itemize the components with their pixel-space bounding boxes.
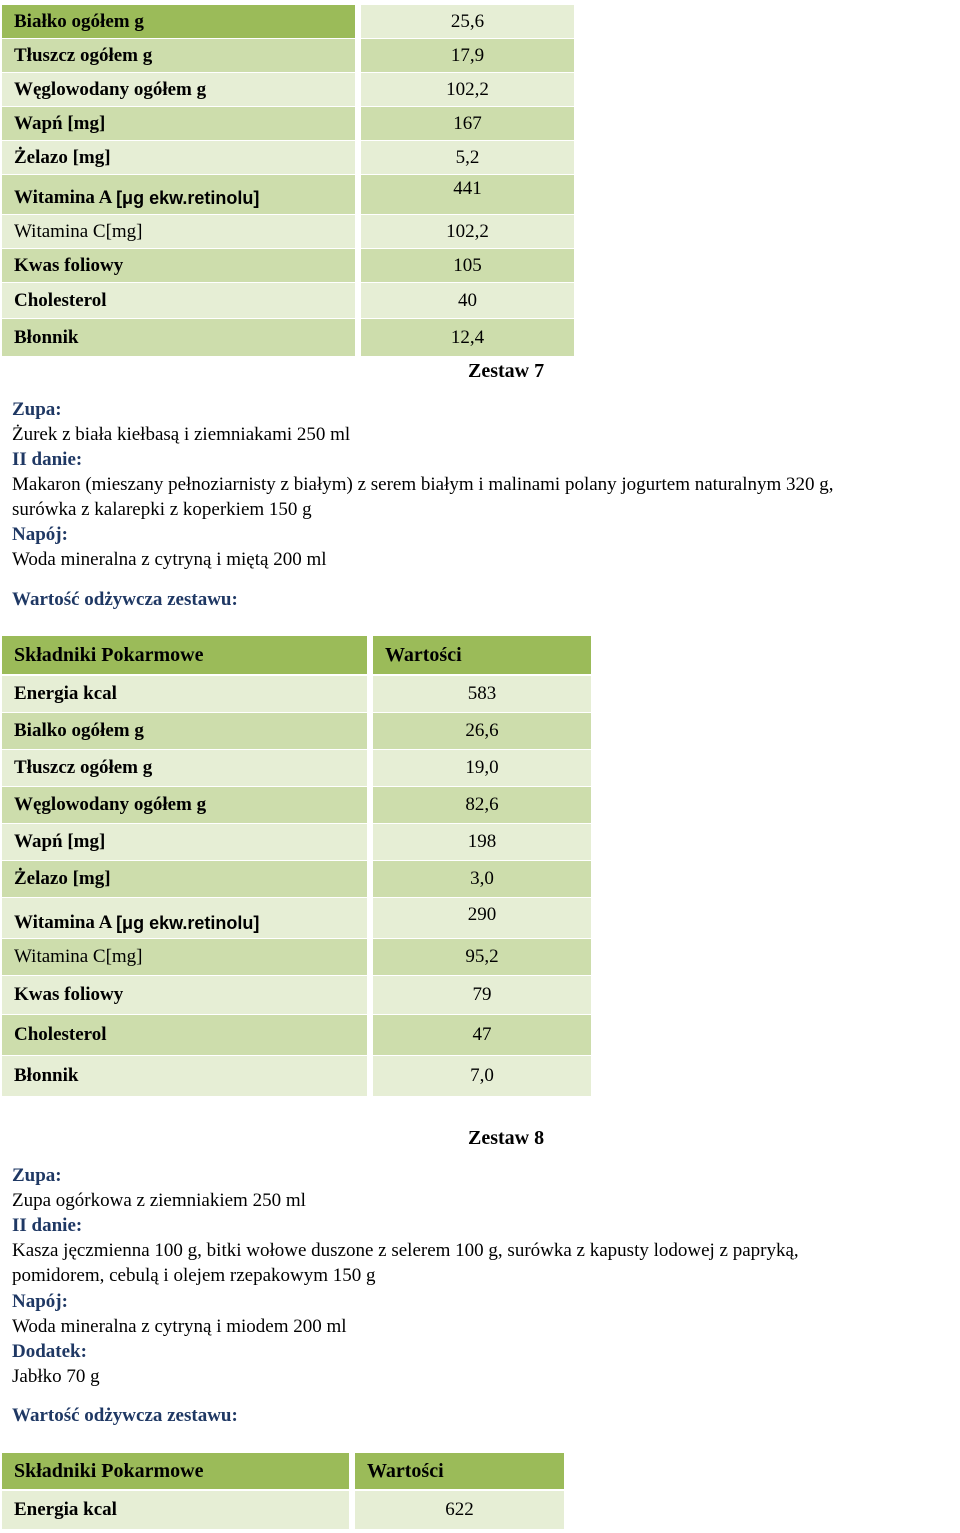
row-label: Węglowodany ogółem g <box>2 787 367 823</box>
set8-napoj-text: Woda mineralna z cytryną i miodem 200 ml <box>12 1316 347 1337</box>
row-value: 25,6 <box>361 5 574 38</box>
row-label: Kwas foliowy <box>2 976 367 1014</box>
set7-danie-text-2: surówka z kalarepki z koperkiem 150 g <box>12 499 312 520</box>
set7-title: Zestaw 7 <box>468 360 545 382</box>
row-value: 19,0 <box>373 750 591 786</box>
set7-danie-text-1: Makaron (mieszany pełnoziarnisty z białym) z serem białym i malinami polany jogurtem naturalnym 320 g, <box>12 474 834 495</box>
row-label: Cholesterol <box>2 1015 367 1055</box>
row-label: Kwas foliowy <box>2 249 355 282</box>
row-label: Żelazo [mg] <box>2 861 367 897</box>
row-value: 3,0 <box>373 861 591 897</box>
row-label: Tłuszcz ogółem g <box>2 750 367 786</box>
table-row <box>2 249 574 282</box>
set7-danie-label: II danie: <box>12 449 83 470</box>
set7-zupa-label: Zupa: <box>12 399 62 420</box>
row-label: Energia kcal <box>2 676 367 712</box>
table-row <box>2 824 591 860</box>
row-label: Błonnik <box>2 319 355 356</box>
row-value: 26,6 <box>373 713 591 749</box>
row-label: Żelazo [mg] <box>2 141 355 174</box>
row-label: Witamina C[mg] <box>2 215 355 248</box>
set7-wartosc-label: Wartość odżywcza zestawu: <box>12 589 238 610</box>
row-label: Wapń [mg] <box>2 107 355 140</box>
row-label <box>2 898 367 938</box>
table-row <box>2 939 591 975</box>
row-value: 79 <box>373 976 591 1014</box>
row-value: 583 <box>373 676 591 712</box>
table-row <box>2 1056 591 1096</box>
row-value: 622 <box>355 1491 564 1529</box>
header-value: Wartości <box>355 1453 564 1489</box>
table-row <box>2 787 591 823</box>
table-row <box>2 898 591 938</box>
set8-danie-text-2: pomidorem, cebulą i olejem rzepakowym 150 g <box>12 1265 376 1286</box>
row-value: 12,4 <box>361 319 574 356</box>
table-row <box>2 73 574 106</box>
set8-danie-label: II danie: <box>12 1215 83 1236</box>
table-row <box>2 676 591 712</box>
set8-dodatek-label: Dodatek: <box>12 1341 87 1362</box>
set8-wartosc-label: Wartość odżywcza zestawu: <box>12 1405 238 1426</box>
table-row <box>2 215 574 248</box>
row-label: Energia kcal <box>2 1491 349 1529</box>
row-label: Wapń [mg] <box>2 824 367 860</box>
nutrition-table-top <box>2 0 574 358</box>
row-label: Cholesterol <box>2 283 355 318</box>
table-row <box>2 283 574 318</box>
row-value: 441 <box>361 175 574 214</box>
vitamin-a-label: Witamina A <box>14 912 117 933</box>
row-value: 82,6 <box>373 787 591 823</box>
set8-title: Zestaw 8 <box>468 1127 545 1149</box>
row-value: 105 <box>361 249 574 282</box>
vitamin-a-label: Witamina A <box>14 187 117 208</box>
table-row <box>2 1015 591 1055</box>
set7-zupa-text: Żurek z biała kiełbasą i ziemniakami 250 ml <box>12 424 351 445</box>
vitamin-a-unit: [μg ekw.retinolu] <box>116 913 260 933</box>
header-label: Składniki Pokarmowe <box>2 1453 349 1489</box>
table-row <box>2 861 591 897</box>
row-value: 198 <box>373 824 591 860</box>
header-value: Wartości <box>373 636 591 674</box>
set8-danie-text-1: Kasza jęczmienna 100 g, bitki wołowe duszone z selerem 100 g, surówka z kapusty lodowej z papryką, <box>12 1240 799 1261</box>
row-label: Błonnik <box>2 1056 367 1096</box>
table-row <box>2 976 591 1014</box>
row-value: 7,0 <box>373 1056 591 1096</box>
table-row <box>2 39 574 72</box>
table-row <box>2 5 574 38</box>
vitamin-a-unit: [μg ekw.retinolu] <box>116 188 260 208</box>
row-value: 102,2 <box>361 215 574 248</box>
set8-dodatek-text: Jabłko 70 g <box>12 1366 100 1387</box>
table-row <box>2 141 574 174</box>
table-row <box>2 107 574 140</box>
set8-nutrition-table <box>2 1453 564 1533</box>
table-row <box>2 175 574 214</box>
row-value: 40 <box>361 283 574 318</box>
set8-zupa-text: Zupa ogórkowa z ziemniakiem 250 ml <box>12 1190 306 1211</box>
header-label: Składniki Pokarmowe <box>2 636 367 674</box>
row-label: Węglowodany ogółem g <box>2 73 355 106</box>
row-value: 17,9 <box>361 39 574 72</box>
table-row <box>2 713 591 749</box>
set7-nutrition-table <box>2 636 591 1098</box>
table-header <box>2 636 591 674</box>
row-label: Witamina C[mg] <box>2 939 367 975</box>
table-row <box>2 750 591 786</box>
row-value: 47 <box>373 1015 591 1055</box>
table-row <box>2 319 574 356</box>
row-label: Białko ogółem g <box>2 5 355 38</box>
row-value: 290 <box>373 898 591 938</box>
set8-zupa-label: Zupa: <box>12 1165 62 1186</box>
row-value: 95,2 <box>373 939 591 975</box>
row-value: 102,2 <box>361 73 574 106</box>
row-value: 167 <box>361 107 574 140</box>
row-label: Bialko ogółem g <box>2 713 367 749</box>
row-label <box>2 175 355 214</box>
row-value: 5,2 <box>361 141 574 174</box>
table-row <box>2 1491 564 1529</box>
set8-napoj-label: Napój: <box>12 1291 68 1312</box>
set7-napoj-label: Napój: <box>12 524 68 545</box>
row-label: Tłuszcz ogółem g <box>2 39 355 72</box>
table-header <box>2 1453 564 1489</box>
set7-napoj-text: Woda mineralna z cytryną i miętą 200 ml <box>12 549 327 570</box>
